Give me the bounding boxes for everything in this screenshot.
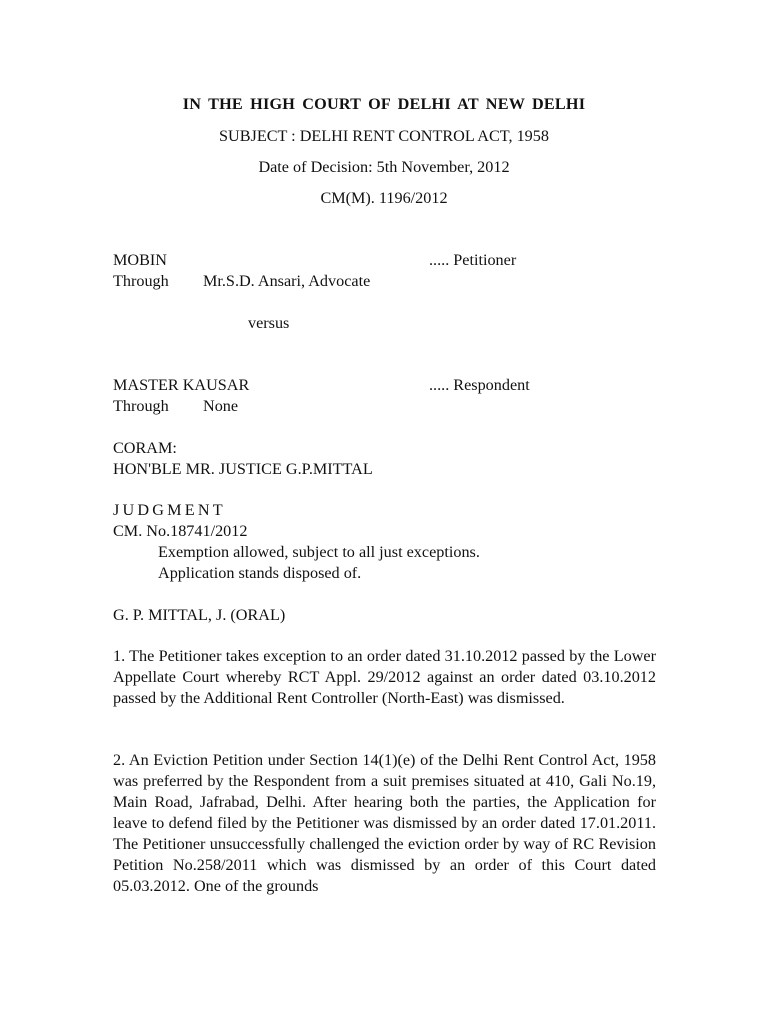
petitioner-role: ..... Petitioner — [429, 251, 517, 269]
respondent-role: ..... Respondent — [429, 376, 530, 394]
subject-line: SUBJECT : DELHI RENT CONTROL ACT, 1958 — [219, 127, 549, 145]
judgment-author: G. P. MITTAL, J. (ORAL) — [113, 606, 286, 624]
coram-label: CORAM: — [113, 439, 177, 457]
respondent-through-label: Through — [113, 397, 169, 415]
judgment-heading: JUDGMENT — [113, 501, 226, 519]
petitioner-name: MOBIN — [113, 251, 167, 269]
case-number: CM(M). 1196/2012 — [320, 189, 448, 207]
petitioner-counsel: Mr.S.D. Ansari, Advocate — [203, 272, 371, 290]
petitioner-through-label: Through — [113, 272, 169, 290]
coram-judge: HON'BLE MR. JUSTICE G.P.MITTAL — [113, 460, 373, 478]
exemption-line: Exemption allowed, subject to all just exceptions. — [158, 543, 480, 561]
court-title: IN THE HIGH COURT OF DELHI AT NEW DELHI — [182, 95, 586, 113]
paragraph-2: 2. An Eviction Petition under Section 14(1)(e) of the Delhi Rent Control Act, 1958 was preferred by the Respondent from a suit premises situated at 410, Gali No.19, Main Road, Jafrabad, Delhi. After hearing both the parties, the Application for leave to defend filed by the Petitioner was dismissed by an order dated 17.01.2011. The Petitioner unsuccessfully challenged the eviction order by way of RC Revision Petition No.258/2011 which was dismissed by an order of this Court dated 05.03.2012. One of the grounds — [113, 751, 656, 895]
respondent-name: MASTER KAUSAR — [113, 376, 250, 394]
paragraph-1: 1. The Petitioner takes exception to an order dated 31.10.2012 passed by the Lower Appellate Court whereby RCT Appl. 29/2012 against an order dated 03.10.2012 passed by the Additional Rent Controller (North-East) was dismissed. — [113, 647, 656, 707]
versus-label: versus — [248, 314, 290, 332]
decision-date: Date of Decision: 5th November, 2012 — [258, 158, 510, 176]
disposal-line: Application stands disposed of. — [158, 564, 362, 582]
respondent-counsel: None — [203, 397, 239, 415]
cm-number: CM. No.18741/2012 — [113, 522, 248, 540]
